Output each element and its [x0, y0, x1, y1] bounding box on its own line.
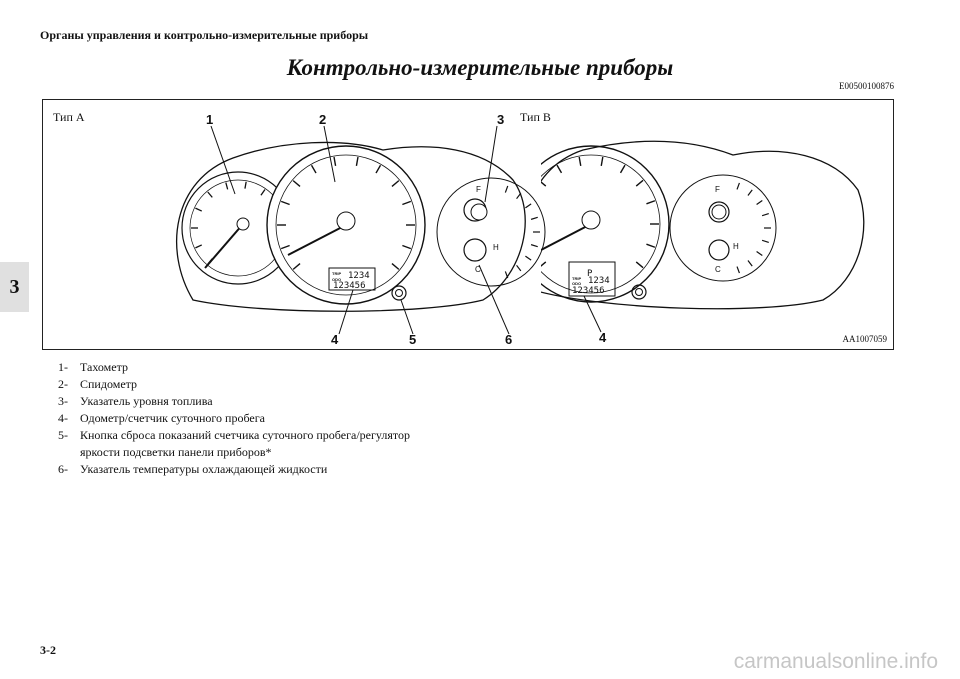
dial-tick [621, 165, 626, 173]
fuel-temp-dial-b [670, 175, 776, 281]
temp-hot-mark-b: H [733, 242, 739, 251]
reset-knob [392, 286, 406, 300]
odo-label: ODO [332, 277, 342, 282]
dial-tick [531, 217, 538, 219]
trip-label: TRIP [332, 271, 342, 276]
callout-5: 5 [409, 332, 417, 347]
dial-tick [245, 182, 246, 189]
dial-tick [195, 208, 201, 211]
trip-value-b: 1234 [588, 276, 610, 286]
list-item: 1- Тахометр [58, 360, 128, 374]
speedometer-needle-b [541, 224, 591, 250]
dial-tick [601, 157, 603, 166]
dial-tick [762, 214, 769, 216]
dial-tick [646, 201, 654, 204]
section-header: Органы управления и контрольно-измерительные приборы [40, 28, 369, 42]
watermark: carmanualsonline.info [733, 650, 938, 673]
dial-tick [748, 261, 752, 267]
dial-tick [505, 186, 507, 193]
dial-tick [636, 180, 643, 186]
page-number: 3-2 [40, 643, 56, 657]
trip-value: 1234 [348, 271, 370, 281]
temp-hot-mark: H [493, 243, 499, 252]
fuel-full-mark-b: F [715, 185, 720, 194]
dial-tick [748, 190, 752, 196]
dial-tick [226, 183, 228, 190]
callout-3: 3 [497, 112, 505, 127]
list-item: 4- Одометр/счетчик суточного пробега [58, 411, 265, 425]
callout-2: 2 [319, 112, 327, 127]
list-item: 2- Спидометр [58, 377, 138, 391]
figure-code: AA1007059 [842, 334, 887, 344]
tachometer-needle [205, 224, 243, 268]
dial-tick [539, 180, 546, 186]
list-item: 3- Указатель уровня топлива [58, 394, 213, 408]
temp-gauge-face [464, 239, 486, 261]
document-code: E00500100876 [839, 81, 894, 91]
reset-knob-b [632, 285, 646, 299]
dial-tick [757, 200, 763, 204]
dial-tick [531, 245, 538, 247]
type-b-label: Тип B [520, 110, 551, 124]
dial-tick [525, 204, 531, 208]
odo-label-b: ODO [572, 281, 582, 286]
dial-tick [757, 252, 763, 256]
dial-tick [646, 244, 654, 247]
dial-tick [261, 189, 265, 195]
dial-tick [737, 267, 739, 274]
chapter-tab: 3 [0, 262, 29, 312]
shift-indicator: P [587, 269, 593, 279]
dial-tick [525, 256, 531, 260]
dial-tick [539, 262, 546, 268]
list-item: 6- Указатель температуры охлаждающей жидкости [58, 462, 328, 476]
trip-label-b: TRIP [572, 276, 582, 281]
dial-tick [517, 193, 521, 199]
dial-tick [527, 201, 535, 204]
instrument-cluster-figure [42, 99, 894, 350]
cluster-type-b [513, 141, 864, 308]
fuel-temp-dial [437, 178, 545, 286]
type-a-label: Тип A [53, 110, 85, 124]
list-item: 5- Кнопка сброса показаний счетчика суточного пробега/регулятор яркости подсветки панели приборов* [58, 428, 410, 459]
dial-tick [208, 192, 212, 197]
legend-list [58, 359, 420, 478]
callout-4: 4 [331, 332, 339, 347]
callout-1: 1 [206, 112, 214, 127]
callout-6: 6 [505, 332, 513, 347]
fuel-full-mark: F [476, 185, 481, 194]
dial-tick [579, 157, 581, 166]
dial-tick [762, 240, 769, 242]
dial-tick [737, 183, 739, 190]
cluster-illustration [43, 100, 895, 351]
temp-cold-mark-b: C [715, 265, 721, 274]
temp-cold-mark: C [475, 265, 481, 274]
callout-4-type-b: 4 [599, 330, 607, 345]
odo-value-b: 123456 [572, 286, 605, 296]
page-title: Контрольно-измерительные приборы [286, 55, 674, 80]
dial-tick [557, 165, 562, 173]
dial-tick [517, 265, 521, 271]
odo-value: 123456 [333, 281, 366, 291]
dial-tick [195, 245, 201, 248]
dial-tick [636, 262, 643, 268]
